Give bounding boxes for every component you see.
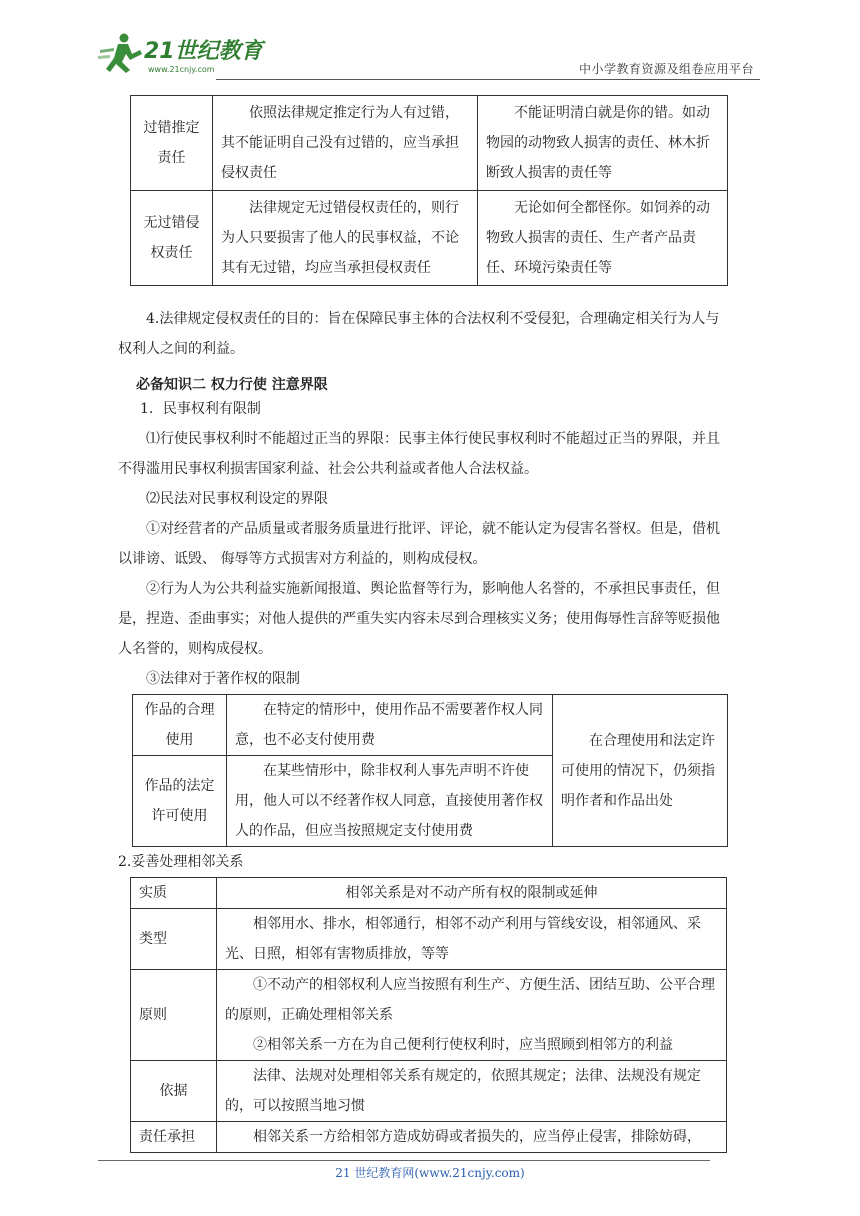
table-row: [131, 1122, 727, 1153]
table-cell-text: [217, 970, 727, 1061]
logo-url: www.21cnjy.com: [148, 65, 215, 74]
paragraph: ②行为人为公共利益实施新闻报道、舆论监督等行为，影响他人名誉的，不承担民事责任，但是，捏造、歪曲事实；对他人提供的严重失实内容未尽到合理核实义务；使用侮辱性言辞等贬损他人名誉的，则构成侵权。: [118, 581, 720, 657]
table-cell-label: 实质: [131, 878, 217, 909]
table-cell-text: 法律、法规对处理相邻关系有规定的，依照其规定；法律、法规没有规定的，可以按照当地习惯: [217, 1061, 727, 1122]
table-row: [131, 191, 728, 286]
table-cell-example: 不能证明清白就是你的错。如动物园的动物致人损害的责任、林木折断致人损害的责任等: [478, 96, 728, 191]
table-cell-example: 无论如何全都怪你。如饲养的动物致人损害的责任、生产者产品责任、环境污染责任等: [478, 191, 728, 286]
principle-2: ②相邻关系一方在为自己便利行使权利时，应当照顾到相邻方的利益: [253, 1037, 673, 1053]
table-row: [131, 96, 728, 191]
table-cell-label: 依据: [131, 1061, 217, 1122]
paragraph: ①对经营者的产品质量或者服务质量进行批评、评论，就不能认定为侵害名誉权。但是，借机以诽谤、诋毁、 侮辱等方式损害对方利益的，则构成侵权。: [118, 521, 720, 567]
table-cell-text: 相邻关系是对不动产所有权的限制或延伸: [217, 878, 727, 909]
paragraph: ③法律对于著作权的限制: [146, 671, 300, 687]
table-cell-desc: 在某些情形中，除非权利人事先声明不许使用，他人可以不经著作权人同意，直接使用著作权人的作品，但应当按照规定支付使用费: [227, 756, 553, 847]
table-cell-label: 责任承担: [131, 1122, 217, 1153]
table-cell-label: 原则: [131, 970, 217, 1061]
site-logo: [96, 30, 266, 76]
table-cell-desc: 依照法律规定推定行为人有过错，其不能证明自己没有过错的，应当承担侵权责任: [213, 96, 478, 191]
table-cell-text: 相邻用水、排水，相邻通行，相邻不动产利用与管线安设，相邻通风、采光、日照，相邻有害物质排放，等等: [217, 909, 727, 970]
paragraph: ⑴行使民事权利时不能超过正当的界限：民事主体行使民事权利时不能超过正当的界限，并且不得滥用民事权利损害国家利益、社会公共利益或者他人合法权益。: [118, 431, 720, 477]
table-cell-name: 作品的合理使用: [133, 695, 227, 756]
principle-1: ①不动产的相邻权利人应当按照有利生产、方便生活、团结互助、公平合理的原则，正确处理相邻关系: [225, 977, 715, 1023]
header-divider: [216, 79, 760, 80]
paragraph-4: 4.法律规定侵权责任的目的：旨在保障民事主体的合法权利不受侵犯，合理确定相关行为人与权利人之间的利益。: [118, 311, 720, 357]
platform-name: 中小学教育资源及组卷应用平台: [578, 62, 754, 76]
table-cell-name: 过错推定责任: [131, 96, 213, 191]
table-row: [131, 909, 727, 970]
paragraph: 1．民事权利有限制: [140, 401, 261, 417]
footer-divider: [98, 1160, 710, 1161]
paragraph: ⑵民法对民事权利设定的界限: [146, 491, 328, 507]
table-cell-name: 作品的法定许可使用: [133, 756, 227, 847]
copyright-limit-table: [132, 694, 728, 847]
page-header: [96, 30, 760, 78]
table-row: [131, 1061, 727, 1122]
table-cell-desc: 法律规定无过错侵权责任的，则行为人只要损害了他人的民事权益，不论其有无过错，均应当承担侵权责任: [213, 191, 478, 286]
table-cell-desc: 在特定的情形中，使用作品不需要著作权人同意，也不必支付使用费: [227, 695, 553, 756]
liability-table: [130, 95, 728, 286]
table-row: [133, 695, 728, 756]
table-cell-label: 类型: [131, 909, 217, 970]
page-footer: 21 世纪教育网(www.21cnjy.com): [335, 1166, 525, 1180]
svg-text:21世纪教育: 21世纪教育: [144, 39, 263, 64]
table-row: [131, 970, 727, 1061]
table-row: [131, 878, 727, 909]
table-cell-text: 相邻关系一方给相邻方造成妨碍或者损失的，应当停止侵害，排除妨碍，: [217, 1122, 727, 1153]
page-content: [118, 95, 730, 1153]
neighbor-relations-table: [130, 877, 727, 1153]
table-cell-note: 在合理使用和法定许可使用的情况下，仍须指明作者和作品出处: [553, 695, 728, 847]
section-title: 必备知识二 权力行使 注意界限: [136, 377, 328, 393]
section-title: 2.妥善处理相邻关系: [118, 854, 244, 870]
table-cell-name: 无过错侵权责任: [131, 191, 213, 286]
